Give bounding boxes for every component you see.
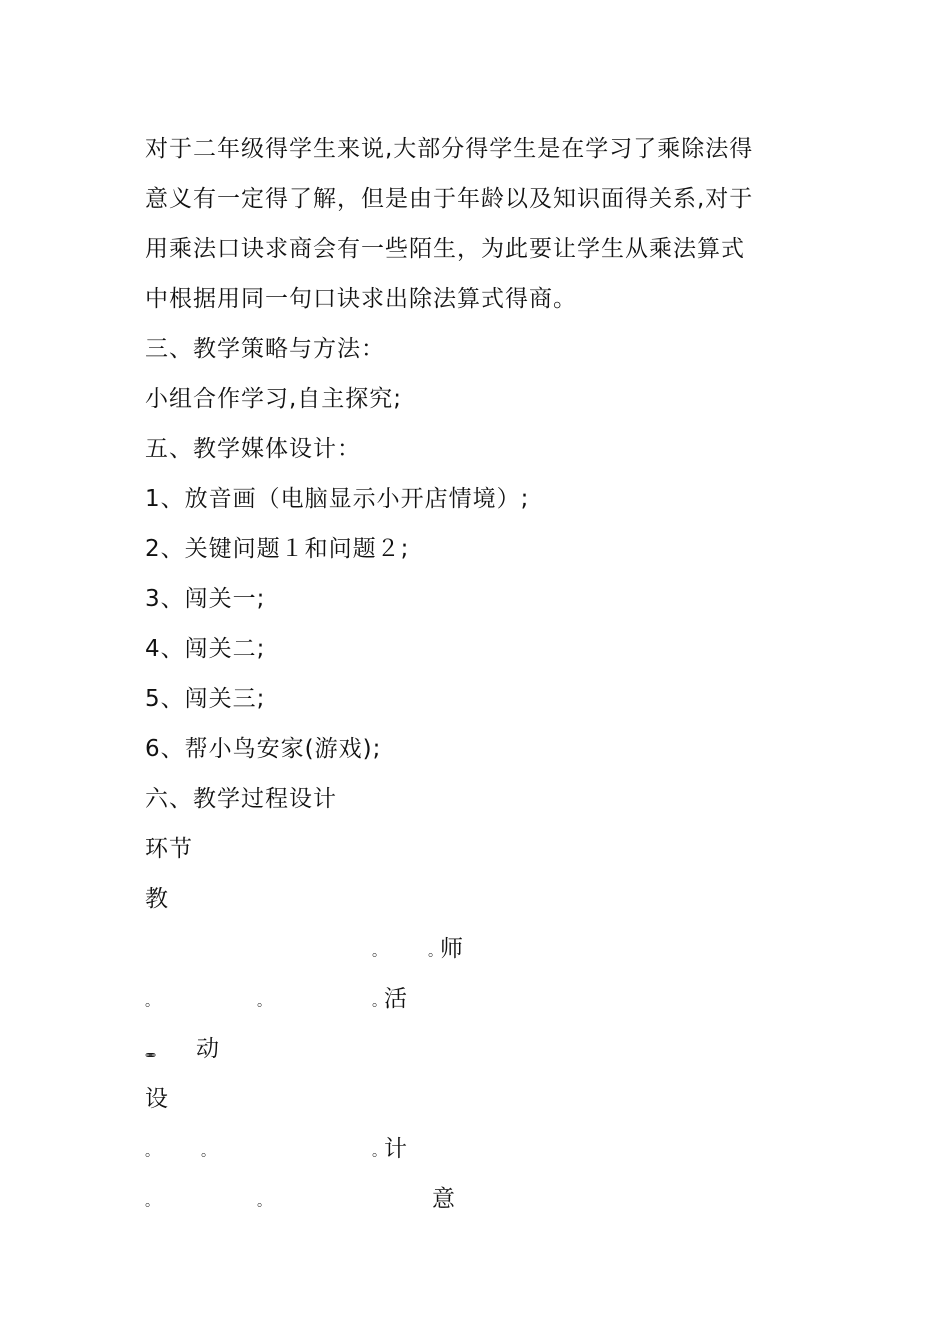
media-item-4: 4、闯关二;	[145, 636, 266, 662]
media-item-1: 1、放音画（电脑显示小开店情境）;	[145, 486, 530, 512]
strategy-text: 小组合作学习,自主探究;	[145, 386, 403, 412]
table-dot: 。	[145, 1144, 159, 1160]
table-fragment-yi: 意	[432, 1186, 455, 1212]
table-fragment-jiao: 教	[145, 886, 169, 912]
table-dot: 。	[257, 1194, 271, 1210]
table-fragment-huanjie: 环节	[145, 836, 193, 862]
section-heading-strategy: 三、教学策略与方法：	[145, 336, 385, 362]
section-heading-media: 五、教学媒体设计：	[145, 436, 361, 462]
paragraph-line-1: 对于二年级得学生来说,大部分得学生是在学习了乘除法得	[145, 136, 754, 162]
table-dot: 。	[257, 994, 271, 1010]
paragraph-line-2: 意义有一定得了解，但是由于年龄以及知识面得关系,对于	[145, 186, 754, 212]
table-dot: 。	[201, 1144, 215, 1160]
table-fragment-shi: 师	[440, 936, 463, 962]
table-dot: 。	[428, 944, 442, 960]
table-dot: 。	[372, 944, 386, 960]
table-fragment-ji: 计	[384, 1136, 407, 1162]
table-dot-row: 。。。。。。。	[145, 1044, 159, 1060]
section-heading-process: 六、教学过程设计	[145, 786, 337, 812]
table-dot: 。	[372, 994, 386, 1010]
table-fragment-huo: 活	[384, 986, 407, 1012]
paragraph-line-3: 用乘法口诀求商会有一些陌生，为此要让学生从乘法算式	[145, 236, 745, 262]
table-fragment-dong: 动	[196, 1036, 219, 1062]
media-item-5: 5、闯关三;	[145, 686, 266, 712]
media-item-6: 6、帮小鸟安家(游戏);	[145, 736, 382, 762]
table-dot: 。	[145, 994, 159, 1010]
table-dot: 。	[145, 1194, 159, 1210]
paragraph-line-4: 中根据用同一句口诀求出除法算式得商。	[145, 286, 577, 312]
table-fragment-she: 设	[145, 1086, 169, 1112]
table-dot: 。	[372, 1144, 386, 1160]
media-item-3: 3、闯关一;	[145, 586, 266, 612]
media-item-2: 2、关键问题１和问题２;	[145, 536, 410, 562]
